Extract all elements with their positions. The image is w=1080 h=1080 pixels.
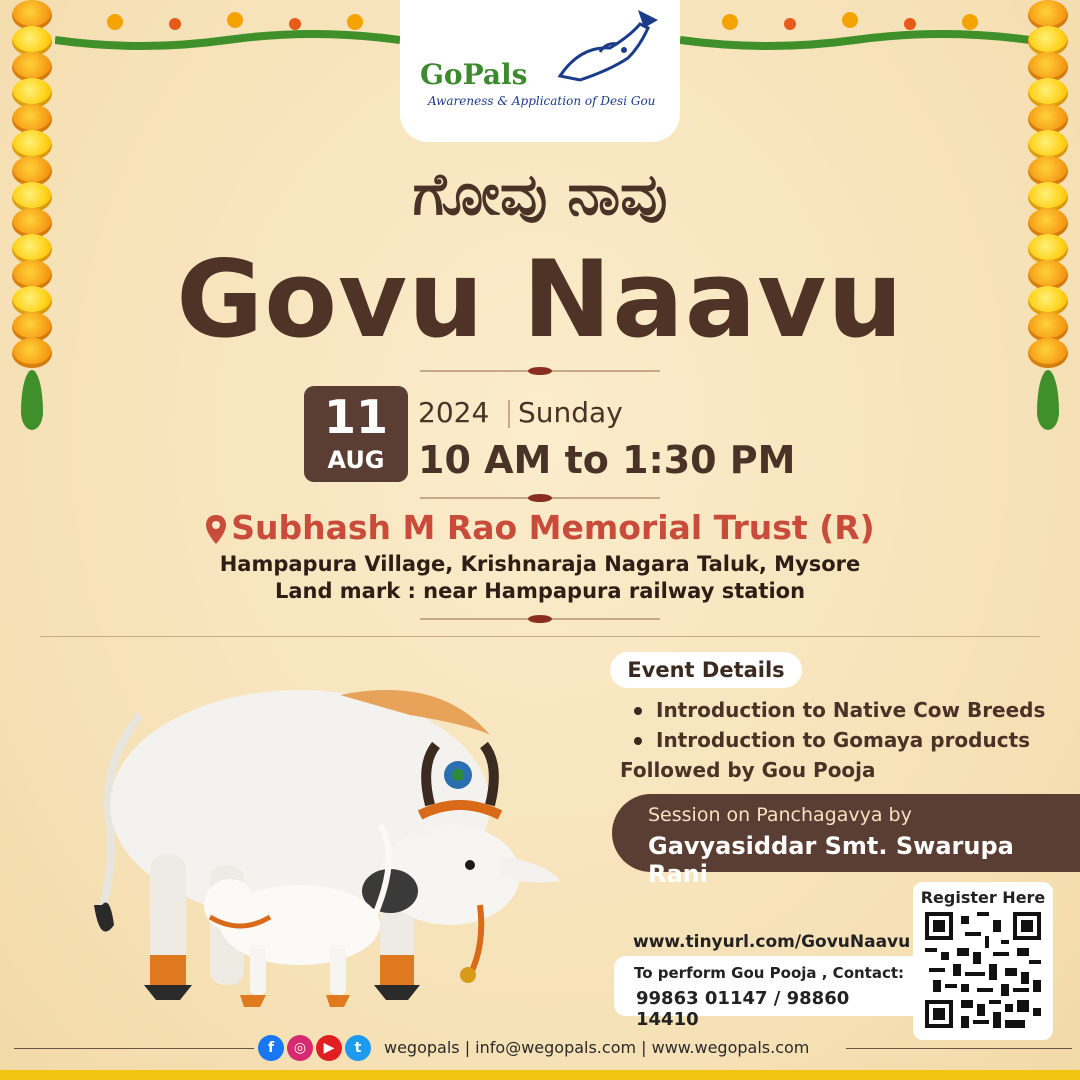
- venue-name: Subhash M Rao Memorial Trust (R): [231, 508, 875, 547]
- event-title-english: Govu Naavu: [176, 238, 904, 361]
- register-qr-box[interactable]: [913, 882, 1053, 1040]
- venue-title: [0, 508, 1080, 547]
- contact-phones: 99863 01147 / 98860 14410: [636, 988, 850, 1030]
- youtube-icon[interactable]: ▶: [316, 1035, 342, 1061]
- footer-line-right: [846, 1048, 1072, 1049]
- logo-tagline: Awareness & Application of Desi Gou: [428, 94, 656, 108]
- section-divider: [40, 636, 1040, 637]
- twitter-icon[interactable]: t: [345, 1035, 371, 1061]
- detail-item-2: Introduction to Gomaya products: [656, 728, 1031, 752]
- gopals-logo: [400, 0, 680, 142]
- location-pin-icon: [205, 514, 227, 546]
- detail-followup: Followed by Gou Pooja: [620, 758, 876, 782]
- title-divider: [420, 370, 660, 372]
- session-intro: Session on Panchagavya by: [648, 804, 912, 826]
- register-label: Register Here: [920, 888, 1046, 907]
- session-speaker: Gavyasiddar Smt. Swarupa Rani: [648, 832, 1014, 888]
- date-weekday: Sunday: [518, 396, 623, 429]
- event-time: 10 AM to 1:30 PM: [418, 438, 796, 482]
- bullet-icon: [634, 707, 642, 715]
- date-day: 11: [323, 390, 388, 444]
- date-year: 2024: [418, 396, 490, 429]
- date-month: AUG: [327, 446, 385, 474]
- venue-landmark: Land mark : near Hampapura railway station: [274, 579, 806, 603]
- qr-code-icon[interactable]: [925, 912, 1041, 1028]
- footer-line-left: [14, 1048, 254, 1049]
- detail-item-1: Introduction to Native Cow Breeds: [656, 698, 1046, 722]
- cow-logo-icon: [540, 6, 670, 96]
- date-badge: [304, 386, 408, 482]
- cow-and-calf-illustration: [80, 655, 570, 1025]
- date-separator: [508, 400, 510, 428]
- logo-wordmark: GoPals: [420, 58, 528, 91]
- bottom-strip: [0, 1070, 1080, 1080]
- registration-url[interactable]: www.tinyurl.com/GovuNaavu: [633, 932, 911, 952]
- session-banner: [612, 794, 1080, 888]
- venue-divider: [420, 618, 660, 620]
- date-divider: [420, 497, 660, 499]
- bullet-icon: [634, 737, 642, 745]
- right-toran-garland: [680, 8, 1030, 54]
- event-title-kannada: ಗೋವು ನಾವು: [412, 160, 668, 228]
- event-details-heading: Event Details: [610, 652, 802, 688]
- facebook-icon[interactable]: f: [258, 1035, 284, 1061]
- footer-contact-text: wegopals | info@wegopals.com | www.wegopals.com: [384, 1038, 810, 1057]
- left-toran-garland: [55, 8, 400, 54]
- contact-box: [614, 956, 914, 1030]
- contact-label: To perform Gou Pooja , Contact:: [634, 964, 905, 982]
- venue-address: Hampapura Village, Krishnaraja Nagara Taluk, Mysore: [219, 552, 861, 576]
- instagram-icon[interactable]: ◎: [287, 1035, 313, 1061]
